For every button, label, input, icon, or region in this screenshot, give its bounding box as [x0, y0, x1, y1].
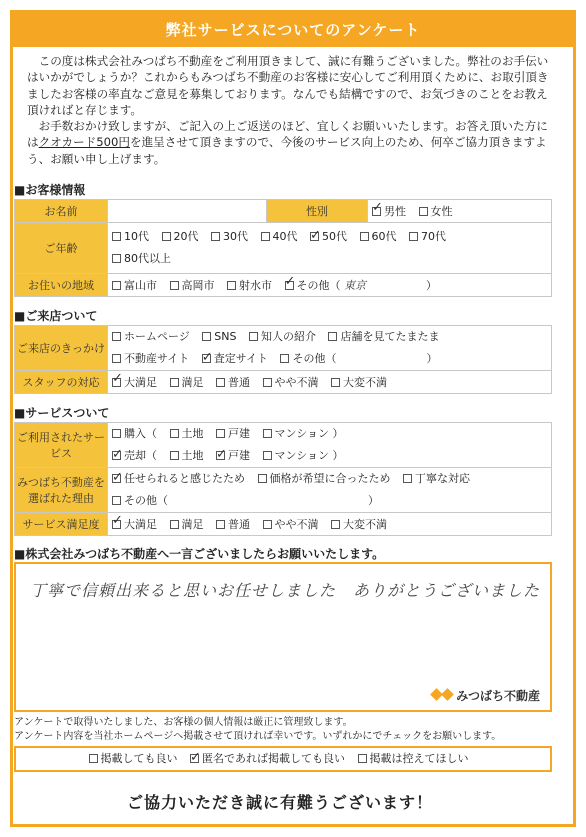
name-label: お名前 — [15, 200, 108, 223]
privacy-notes — [14, 716, 501, 744]
logo-text: みつばち不動産 — [456, 689, 540, 703]
company-logo — [431, 687, 540, 704]
staff-label: スタッフの対応 — [15, 371, 108, 394]
visit-reason-options — [108, 326, 552, 371]
honeycomb-icon — [431, 689, 453, 703]
service-buy-option[interactable]: 購入（ — [112, 423, 157, 445]
service-sell-option[interactable]: ✓売却（ — [112, 445, 157, 467]
service-used-label: ご利用されたサービス — [15, 423, 108, 468]
area-options — [108, 274, 552, 297]
staff-very-satisfied-option[interactable]: ✓ 大満足 — [112, 374, 157, 390]
gender-options — [368, 200, 552, 223]
service-heading: ■サービスついて — [14, 406, 110, 420]
buy-land-option[interactable]: 土地 — [170, 423, 204, 445]
intro-text — [13, 47, 573, 167]
staff-rating-options — [108, 371, 552, 394]
privacy-note-line-1: アンケートで取得いたしました、お客様の個人情報は厳正に管理致します。 — [14, 717, 353, 728]
gender-female-option[interactable]: 女性 — [419, 203, 453, 219]
satisfaction-very-dissatisfied-option[interactable]: 大変不満 — [331, 516, 387, 532]
choice-reason-options — [108, 468, 552, 513]
name-field[interactable] — [108, 200, 267, 223]
satisfaction-satisfied-option[interactable]: 満足 — [170, 516, 204, 532]
service-used-options — [108, 423, 552, 468]
area-other-option[interactable]: ✓ その他（ 東京 ） — [285, 277, 438, 293]
age-20s-option[interactable]: 20代 — [162, 226, 199, 248]
reason-polite-option[interactable]: 丁寧な対応 — [403, 468, 470, 490]
satisfaction-options — [108, 513, 552, 536]
sell-condo-option[interactable]: マンション ） — [263, 445, 344, 467]
visit-heading: ■ご来店ついて — [14, 309, 98, 323]
age-40s-option[interactable]: 40代 — [261, 226, 298, 248]
choice-reason-other-option[interactable]: その他（ ） — [112, 490, 379, 512]
reason-other-option[interactable]: その他（ ） — [280, 348, 437, 370]
quo-card-offer: クオカード500円 — [38, 135, 130, 150]
comment-box[interactable] — [14, 562, 552, 712]
age-80plus-option[interactable]: 80代以上 — [112, 248, 171, 270]
buy-house-option[interactable]: 戸建 — [216, 423, 250, 445]
reason-price-option[interactable]: 価格が希望に合ったため — [258, 468, 391, 490]
age-70s-option[interactable]: 70代 — [409, 226, 446, 248]
customer-info-heading: ■お客様情報 — [14, 183, 86, 197]
reason-referral-option[interactable]: 知人の紹介 — [249, 326, 316, 348]
reason-sns-option[interactable]: SNS — [202, 326, 236, 348]
sell-house-option[interactable]: ✓ 戸建 — [216, 445, 250, 467]
customer-info-table — [14, 199, 552, 297]
checkbox-checked-icon — [372, 207, 381, 216]
visit-table — [14, 325, 552, 394]
staff-very-dissatisfied-option[interactable]: 大変不満 — [331, 374, 387, 390]
satisfaction-label: サービス満足度 — [15, 513, 108, 536]
comment-heading: ■株式会社みつばち不動産へ一言ございましたらお願いいたします。 — [14, 547, 385, 561]
checkbox-checked-icon — [310, 232, 319, 241]
publish-anonymous-option[interactable]: ✓ 匿名であれば掲載しても良い — [190, 748, 345, 770]
survey-title: 弊社サービスについてのアンケート — [13, 13, 573, 47]
age-60s-option[interactable]: 60代 — [360, 226, 397, 248]
staff-satisfied-option[interactable]: 満足 — [170, 374, 204, 390]
publish-decline-option[interactable]: 掲載は控えてほしい — [358, 748, 469, 770]
area-takaoka-option[interactable]: 高岡市 — [170, 277, 215, 293]
reason-homepage-option[interactable]: ホームページ — [112, 326, 190, 348]
service-table — [14, 422, 552, 536]
sell-land-option[interactable]: 土地 — [170, 445, 204, 467]
satisfaction-neutral-option[interactable]: 普通 — [216, 516, 250, 532]
publish-ok-option[interactable]: 掲載しても良い — [89, 748, 178, 770]
satisfaction-somewhat-dissatisfied-option[interactable]: やや不満 — [263, 516, 319, 532]
age-label: ご年齢 — [15, 223, 108, 274]
thanks-message: ご協力いただき誠に有難うございます！ — [126, 793, 433, 812]
buy-condo-option[interactable]: マンション ） — [263, 423, 344, 445]
staff-neutral-option[interactable]: 普通 — [216, 374, 250, 390]
privacy-note-line-2: アンケート内容を当社ホームページへ掲載させて頂ければ幸いです。いずれかにでチェックをお願いします。 — [14, 731, 502, 742]
staff-somewhat-dissatisfied-option[interactable]: やや不満 — [263, 374, 319, 390]
comment-text: 丁寧で信頼出来ると思いお任せしました ありがとうございました — [30, 581, 541, 600]
age-30s-option[interactable]: 30代 — [211, 226, 248, 248]
satisfaction-very-satisfied-option[interactable]: ✓ 大満足 — [112, 516, 157, 532]
publish-options — [14, 746, 552, 772]
area-toyama-option[interactable]: 富山市 — [112, 277, 157, 293]
intro-paragraph-2: お手数おかけ致しますが、ご記入の上ご返送のほど、宜しくお願いいたします。お答え頂いた方にはクオカード500円を進呈させて頂きますので、今後のサービス向上のため、何卒ご協力頂きますよう、お願い申し上げます。 — [27, 119, 548, 166]
gender-male-option[interactable]: ✓ 男性 — [372, 203, 406, 219]
reason-realestate-site-option[interactable]: 不動産サイト — [112, 348, 189, 370]
area-other-value[interactable]: 東京 — [344, 279, 366, 292]
visit-reason-label: ご来店のきっかけ — [15, 326, 108, 371]
reason-appraisal-site-option[interactable]: ✓ 査定サイト — [202, 348, 268, 370]
reason-trust-option[interactable]: ✓任せられると感じたため — [112, 468, 245, 490]
age-50s-option[interactable]: ✓ 50代 — [310, 226, 347, 248]
reason-storefront-option[interactable]: 店舗を見てたまたま — [328, 326, 439, 348]
choice-reason-label: みつばち不動産を選ばれた理由 — [15, 468, 108, 513]
gender-label: 性別 — [267, 200, 368, 223]
age-options — [108, 223, 552, 274]
intro-paragraph-1: この度は株式会社みつばち不動産をご利用頂きまして、誠に有難うございました。弊社のお手伝いはいかがでしょうか？これからもみつばち不動産のお客様に安心してご利用頂くために、お取引頂きましたお客様の率直なご意見を募集しております。なんでも結構ですので、お気づきのことをお教え頂ければと存じます。 — [27, 54, 549, 117]
age-10s-option[interactable]: 10代 — [112, 226, 149, 248]
checkbox-icon — [419, 207, 428, 216]
area-imizu-option[interactable]: 射水市 — [227, 277, 272, 293]
area-label: お住いの地域 — [15, 274, 108, 297]
